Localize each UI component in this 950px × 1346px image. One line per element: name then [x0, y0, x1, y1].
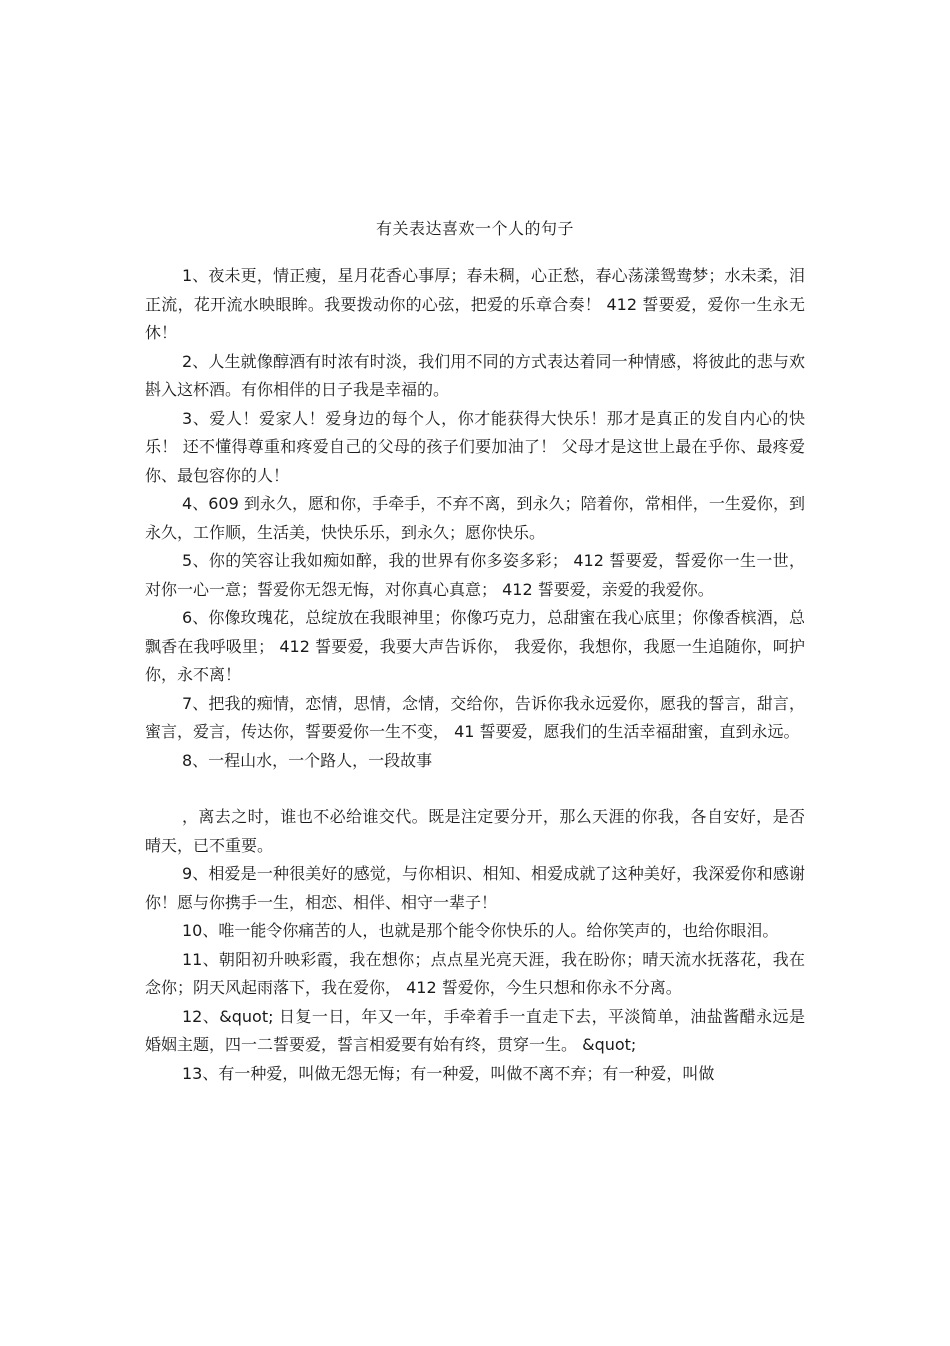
paragraph-3: 3、爱人！爱家人！爱身边的每个人，你才能获得大快乐！那才是真正的发自内心的快乐！ 还不懂得尊重和疼爱自己的父母的孩子们要加油了！ 父母才是这世上最在乎你、最疼爱你、最包容你的人！ — [145, 408, 805, 485]
document-title: 有关表达喜欢一个人的句子 — [375, 219, 574, 238]
paragraph-2: 2、人生就像醇酒有时浓有时淡，我们用不同的方式表达着同一种情感，将彼此的悲与欢斟入这杯酒。有你相伴的日子我是幸福的。 — [145, 351, 805, 399]
paragraph-11: 11、朝阳初升映彩霞，我在想你；点点星光亮天涯，我在盼你；晴天流水抚落花，我在念你；阴天风起雨落下，我在爱你， 412 誓爱你，今生只想和你永不分离。 — [145, 949, 805, 997]
paragraph-8: 8、一程山水，一个路人，一段故事 — [182, 750, 433, 770]
paragraph-10: 10、唯一能令你痛苦的人，也就是那个能令你快乐的人。给你笑声的，也给你眼泪。 — [182, 921, 779, 940]
document-body — [145, 262, 805, 1088]
paragraph-4: 4、609 到永久，愿和你，手牵手，不弃不离，到永久；陪着你，常相伴，一生爱你，到永久，工作顺，生活美，快快乐乐，到永久；愿你快乐。 — [145, 494, 805, 542]
paragraph-7: 7、把我的痴情，恋情，思情，念情，交给你，告诉你我永远爱你，愿我的誓言，甜言，蜜言，爱言，传达你，誓要爱你一生不变， 41 誓要爱，愿我们的生活幸福甜蜜，直到永远。 — [145, 693, 805, 741]
paragraph-8-continued: ，离去之时，谁也不必给谁交代。既是注定要分开，那么天涯的你我，各自安好，是否晴天，已不重要。 — [145, 807, 805, 855]
paragraph-12: 12、&quot; 日复一日，年又一年，手牵着手一直走下去，平淡简单，油盐酱醋永远是婚姻主题，四一二誓要爱，誓言相爱要有始有终，贯穿一生。 &quot; — [145, 1006, 805, 1054]
paragraph-9: 9、相爱是一种很美好的感觉，与你相识、相知、相爱成就了这种美好，我深爱你和感谢你！愿与你携手一生，相恋、相伴、相守一辈子！ — [145, 864, 805, 912]
paragraph-13: 13、有一种爱，叫做无怨无悔；有一种爱，叫做不离不弃；有一种爱，叫做 — [182, 1063, 715, 1083]
paragraph-5: 5、你的笑容让我如痴如醉，我的世界有你多姿多彩； 412 誓要爱，誓爱你一生一世，对你一心一意；誓爱你无怨无悔，对你真心真意； 412 誓要爱，亲爱的我爱你。 — [145, 551, 805, 599]
paragraph-6: 6、你像玫瑰花，总绽放在我眼神里；你像巧克力，总甜蜜在我心底里；你像香槟酒，总飘香在我呼吸里； 412 誓要爱，我要大声告诉你， 我爱你，我想你，我愿一生追随你，呵护你，永不离！ — [145, 608, 805, 684]
paragraph-1: 1、夜未更，情正瘦，星月花香心事厚；春未稠，心正愁，春心荡漾鸳鸯梦；水未柔，泪正流，花开流水映眼眸。我要拨动你的心弦，把爱的乐章合奏！ 412 誓要爱，爱你一生永无休！ — [145, 266, 805, 342]
